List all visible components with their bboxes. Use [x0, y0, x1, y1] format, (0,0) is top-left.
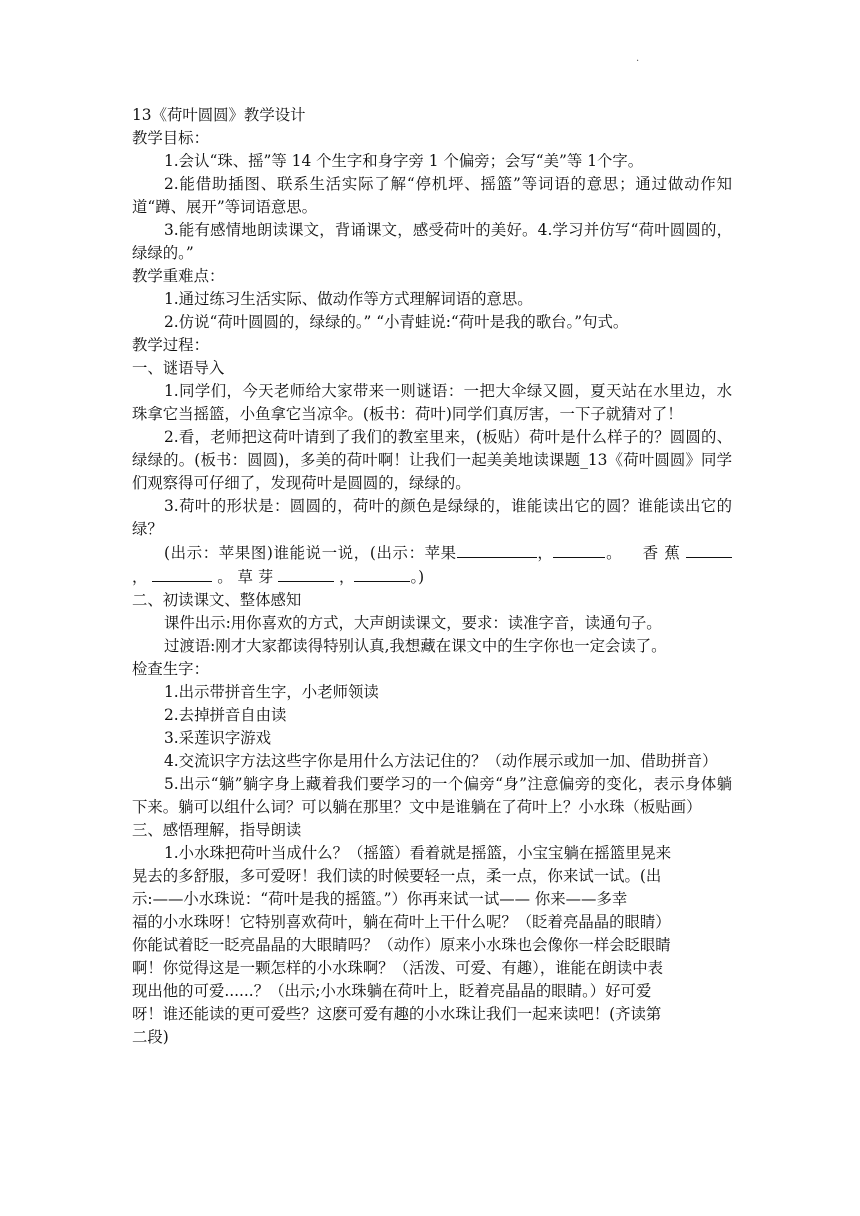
- section-heading: 一、谜语导入: [132, 359, 225, 377]
- fill-separator: 。: [217, 568, 233, 586]
- goal-item: 1.会认“珠、摇”等 14 个生字和身字旁 1 个偏旁；会写“美”等 1个字。: [164, 152, 644, 170]
- keypoints-heading: 教学重难点：: [132, 267, 225, 285]
- fill-blank: [278, 565, 334, 582]
- paragraph-line: 1.小水珠把荷叶当成什么？（摇篮）看着就是摇篮，小宝宝躺在摇篮里晃来: [164, 844, 672, 862]
- fill-blank: [354, 565, 410, 582]
- paragraph-line: 啊！你觉得这是一颗怎样的小水珠啊？（活泼、可爱、有趣），谁能在朗读中表: [132, 959, 663, 977]
- header-mark: .: [636, 53, 640, 64]
- paragraph-line: 呀！谁还能读的更可爱些？这麽可爱有趣的小水珠让我们一起来读吧！(齐读第: [132, 1005, 662, 1023]
- section-paragraph: 2.看，老师把这荷叶请到了我们的教室里来，(板贴）荷叶是什么样子的？圆圆的、绿绿的。(板书：圆圆)，多美的荷叶啊！让我们一起美美地读课题_13《荷叶圆圆》同学们观察得可仔细了，发现荷叶是圆圆的，绿绿的。: [132, 428, 732, 492]
- check-item: 4.交流识字方法这些字你是用什么方法记住的？（动作展示或加一加、借助拼音）: [164, 752, 718, 770]
- paragraph-line: 示:——小水珠说：“荷叶是我的摇篮。”）你再来试一试—— 你来——多幸: [132, 890, 628, 908]
- paragraph-line: 福的小水珠呀！它特别喜欢荷叶，躺在荷叶上干什么呢？（眨着亮晶晶的眼睛）: [132, 913, 671, 931]
- fill-banana: 香 蕉: [642, 544, 681, 562]
- keypoint-item: 2.仿说“荷叶圆圆的，绿绿的。” “小青蛙说:“荷叶是我的歌台。”句式。: [164, 313, 629, 331]
- section-paragraph: 课件出示:用你喜欢的方式，大声朗读课文，要求：读准字音，读通句子。: [164, 614, 662, 632]
- fill-blank: [686, 541, 732, 558]
- section-paragraph: 3.荷叶的形状是：圆圆的，荷叶的颜色是绿绿的，谁能读出它的圆？谁能读出它的绿？: [132, 497, 732, 538]
- check-item: 5.出示“躺”躺字身上藏着我们要学习的一个偏旁“身”注意偏旁的变化，表示身体躺下来。躺可以组什么词？可以躺在那里？文中是谁躺在了荷叶上？小水珠（板贴画）: [132, 775, 732, 816]
- fill-grass: 草 芽: [237, 568, 274, 586]
- section-heading: 三、感悟理解，指导朗读: [132, 821, 302, 839]
- goals-heading: 教学目标：: [132, 129, 209, 147]
- section-paragraph: 过渡语:刚才大家都读得特别认真,我想藏在课文中的生字你也一定会读了。: [164, 637, 667, 655]
- fill-blank: [553, 541, 605, 558]
- fill-separator: 。: [605, 544, 623, 562]
- check-item: 1.出示带拼音生字，小老师领读: [164, 683, 379, 701]
- check-item: 3.采莲识字游戏: [164, 729, 272, 747]
- paragraph-line: 晃去的多舒服，多可爱呀！我们读的时候要轻一点，柔一点，你来试一试。(出: [132, 867, 662, 885]
- document-title: 13《荷叶圆圆》教学设计: [132, 106, 306, 124]
- fill-separator: ，: [132, 568, 148, 586]
- paragraph-line: 你能试着眨一眨亮晶晶的大眼睛吗？（动作）原来小水珠也会像你一样会眨眼睛: [132, 936, 671, 954]
- fill-separator: ，: [536, 544, 554, 562]
- paragraph-line: 二段): [132, 1028, 169, 1046]
- fill-prefix: (出示：苹果图)谁能说一说，(出示：苹果: [164, 544, 457, 562]
- fill-separator: ，: [339, 568, 355, 586]
- keypoint-item: 1.通过练习生活实际、做动作等方式理解词语的意思。: [164, 290, 533, 308]
- document-body: [132, 104, 732, 1049]
- fill-blank: [152, 565, 212, 582]
- section-heading: 二、初读课文、整体感知: [132, 591, 302, 609]
- section-paragraph: 1.同学们，今天老师给大家带来一则谜语：一把大伞绿又圆，夏天站在水里边，水珠拿它当摇篮，小鱼拿它当凉伞。(板书：荷叶)同学们真厉害，一下子就猜对了！: [132, 382, 732, 423]
- goal-item: 3.能有感情地朗读课文，背诵课文，感受荷叶的美好。4.学习并仿写“荷叶圆圆的，绿绿的。”: [132, 221, 732, 262]
- process-heading: 教学过程：: [132, 336, 209, 354]
- goal-item: 2.能借助插图、联系生活实际了解“停机坪、摇篮”等词语的意思；通过做动作知道“蹲、展开”等词语意思。: [132, 175, 732, 216]
- check-heading: 检查生字：: [132, 660, 209, 678]
- paragraph-line: 现出他的可爱......？（出示;小水珠躺在荷叶上，眨着亮晶晶的眼睛。）好可爱: [132, 982, 652, 1000]
- fill-blank: [457, 541, 537, 558]
- fill-end: 。): [410, 568, 425, 586]
- check-item: 2.去掉拼音自由读: [164, 706, 287, 724]
- fill-in-exercise: [132, 541, 732, 589]
